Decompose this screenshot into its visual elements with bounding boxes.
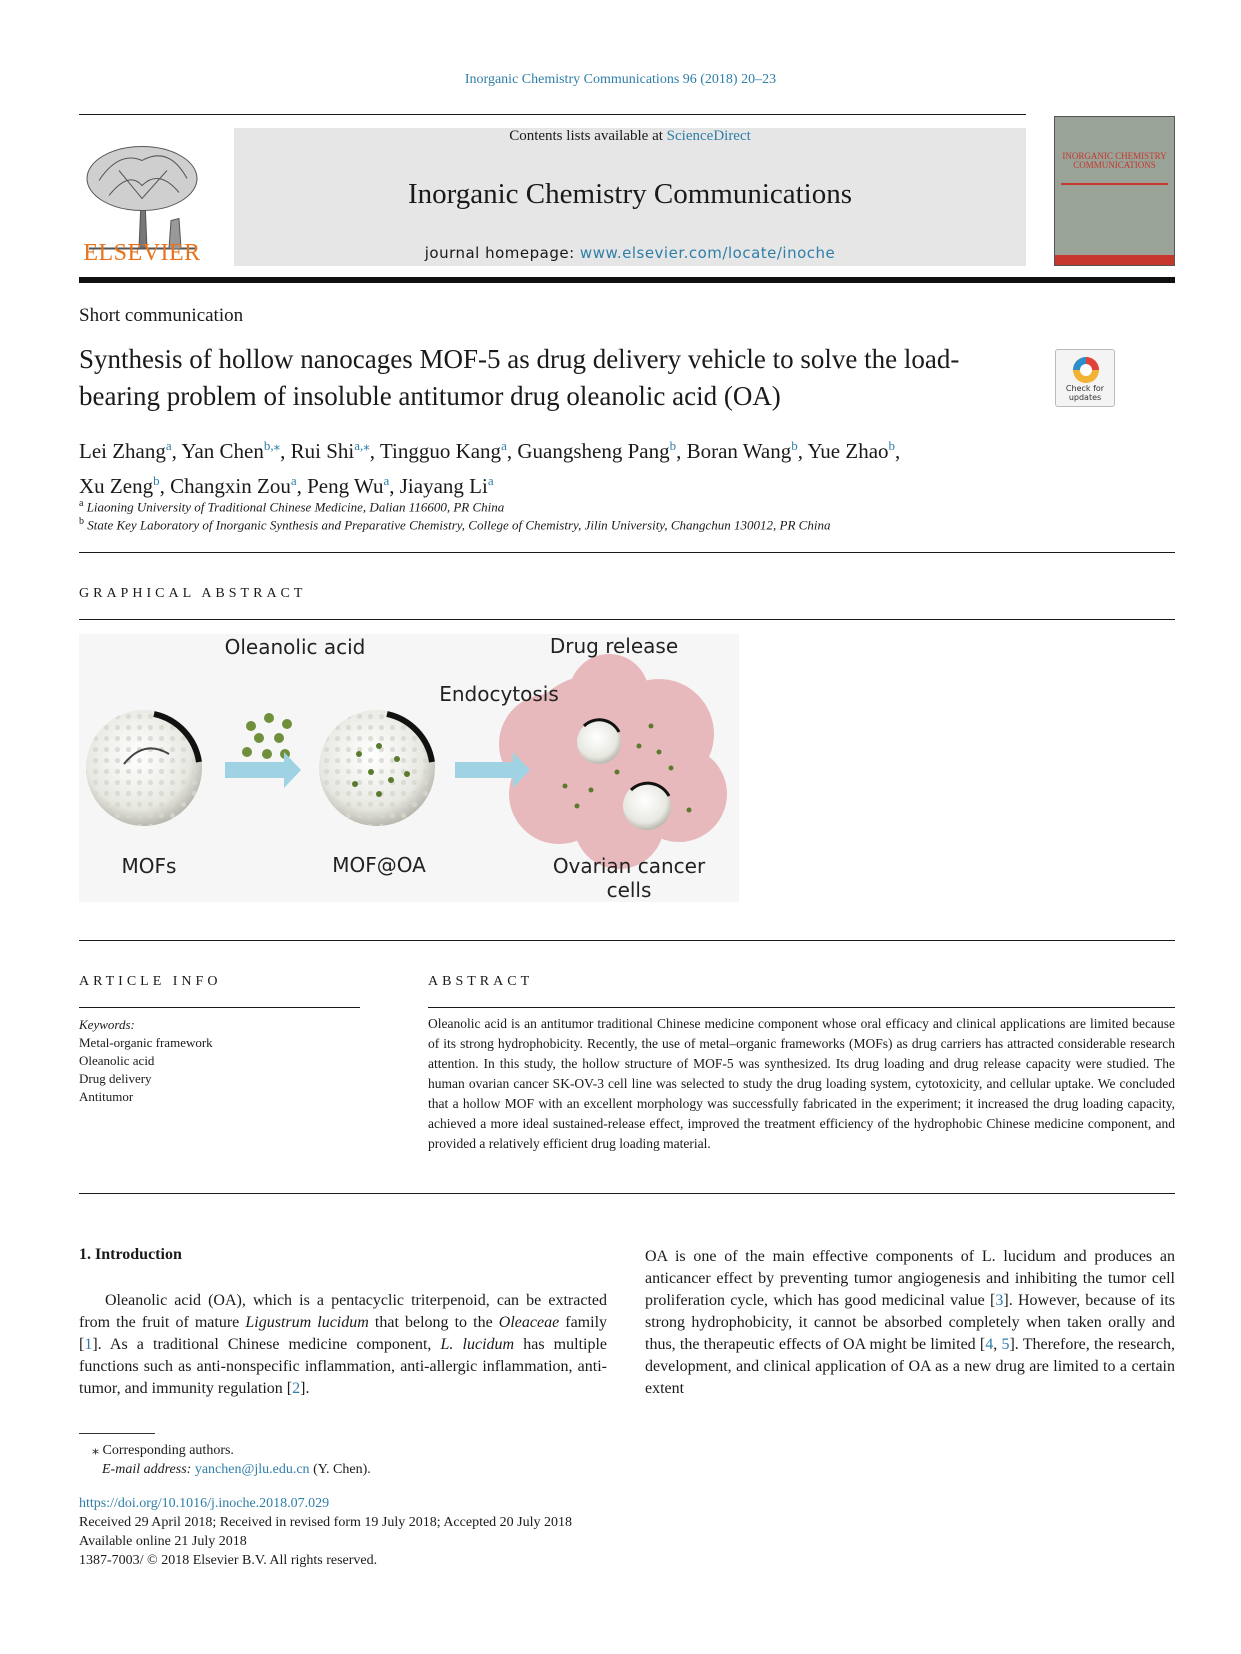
- author-separator: ,: [797, 439, 808, 463]
- author-separator: ,: [389, 474, 400, 498]
- author-affiliation-marker[interactable]: a: [487, 473, 494, 488]
- check-updates-label: Check for updates: [1065, 384, 1105, 402]
- section-heading-introduction: 1. Introduction: [79, 1246, 182, 1263]
- keyword-item: Metal-organic framework: [79, 1035, 213, 1050]
- author-affiliation-marker[interactable]: b,⁎: [263, 438, 281, 453]
- footnote-corresponding: ⁎ Corresponding authors.: [92, 1443, 234, 1458]
- header-rule: [79, 114, 1026, 115]
- email-suffix: (Y. Chen).: [309, 1462, 371, 1477]
- reference-link-4[interactable]: 4: [985, 1336, 994, 1353]
- article-info-heading: ARTICLE INFO: [79, 974, 222, 989]
- affiliation-a: [79, 498, 504, 515]
- journal-citation-link[interactable]: Inorganic Chemistry Communications 96 (2018) 20–23: [464, 72, 777, 87]
- author-affiliation-marker[interactable]: b: [669, 438, 677, 453]
- author-separator: ,: [369, 439, 380, 463]
- cover-band: [1055, 255, 1174, 265]
- email-label: E-mail address:: [102, 1462, 195, 1477]
- article-info-rule: [79, 1007, 360, 1008]
- italic-term: Oleaceae: [498, 1314, 560, 1331]
- author-name[interactable]: Peng Wu: [307, 474, 384, 498]
- author-list: [79, 431, 1069, 501]
- reference-link-5[interactable]: 5: [1001, 1336, 1010, 1353]
- author-name[interactable]: Changxin Zou: [170, 474, 291, 498]
- author-name[interactable]: Yan Chen: [181, 439, 264, 463]
- affiliation-b-marker: b: [79, 516, 84, 527]
- author-name[interactable]: Jiayang Li: [399, 474, 488, 498]
- journal-homepage: [234, 244, 1026, 262]
- author-affiliation-marker[interactable]: b: [791, 438, 798, 453]
- ga-label-drug-release: Drug release: [549, 634, 679, 658]
- author-affiliation-marker[interactable]: a: [290, 473, 297, 488]
- rule-above-graphical-abstract: [79, 552, 1175, 553]
- intro-paragraph-left: [79, 1290, 607, 1400]
- author-separator: ,: [895, 439, 901, 463]
- author-name[interactable]: Xu Zeng: [79, 474, 154, 498]
- graphical-abstract-figure: [79, 634, 739, 902]
- keyword-item: Antitumor: [79, 1089, 134, 1104]
- reference-link-1[interactable]: 1: [84, 1336, 93, 1353]
- contents-line: [234, 128, 1026, 145]
- ga-label-mof-oa: MOF@OA: [332, 853, 426, 877]
- rule-below-graphical-abstract: [79, 940, 1175, 941]
- journal-name: Inorganic Chemistry Communications: [407, 178, 853, 210]
- author-separator: ,: [676, 439, 687, 463]
- email-link[interactable]: yanchen@jlu.edu.cn: [194, 1462, 310, 1477]
- text-run: ]. Therefore, the research, development, and clinical application of OA as a new drug are limited to a certain extent: [645, 1336, 1176, 1397]
- affiliation-a-text: Liaoning University of Traditional Chinese Medicine, Dalian 116600, PR China: [86, 499, 505, 515]
- text-run: has multiple functions such as anti-nonspecific inflammation, anti-allergic inflammation, anti-tumor, and immunity regulation [: [79, 1336, 608, 1397]
- author-affiliation-marker[interactable]: a: [383, 473, 390, 488]
- abstract-rule: [428, 1007, 1175, 1008]
- footnote-rule: [79, 1433, 155, 1434]
- mof-sphere: [86, 710, 202, 826]
- received-dates: Received 29 April 2018; Received in revised form 19 July 2018; Accepted 20 July 2018: [79, 1515, 573, 1530]
- author-affiliation-marker[interactable]: a,⁎: [354, 438, 370, 453]
- abstract-text: Oleanolic acid is an antitumor traditional Chinese medicine component whose oral efficacy and clinical applications are limited because of its strong hydrophobicity. Recently, the use of metal–organic frameworks (MOFs) as drug carriers has attracted considerable research attention. In this study, the hollow structure of MOF-5 was synthesized. Its drug loading and drug release capacity were studied. The human ovarian cancer SK-OV-3 cell line was selected to study the drug loading system, cytotoxicity, and cellular uptake. We concluded that a hollow MOF with an excellent morphology was successfully fabricated in the experiment; it increased the drug loading capacity, achieved a more ideal sustained-release effect, improved the treatment efficiency of the hydrophobic Chinese medicine component, and provided a relatively efficient drug loading material.: [428, 1016, 1175, 1151]
- check-for-updates-badge[interactable]: [1055, 349, 1115, 407]
- oleanolic-acid-particles: [242, 713, 292, 759]
- text-run: OA is one of the main effective components of L. lucidum and produces an anticancer effect by preventing tumor angiogenesis and inhibiting the tumor cell proliferation cycle, which has good medicinal value [: [645, 1248, 1175, 1309]
- affiliation-b: [79, 516, 830, 533]
- author-name[interactable]: Rui Shi: [290, 439, 355, 463]
- text-run: that belong to the: [368, 1314, 499, 1331]
- cover-title: INORGANIC CHEMISTRY COMMUNICATIONS: [1062, 151, 1167, 170]
- text-run: ].: [300, 1380, 310, 1397]
- keyword-item: Drug delivery: [79, 1071, 152, 1086]
- keywords-label: Keywords:: [79, 1017, 135, 1032]
- keyword-item: Oleanolic acid: [79, 1053, 155, 1068]
- reference-link-2[interactable]: 2: [292, 1380, 301, 1397]
- footnote-email: [102, 1460, 371, 1479]
- text-run: ,: [993, 1336, 1002, 1353]
- ga-label-mofs: MOFs: [121, 854, 177, 878]
- contents-prefix: Contents lists available at: [509, 128, 667, 144]
- affiliation-b-text: State Key Laboratory of Inorganic Synthesis and Preparative Chemistry, College of Chemistry, Jilin University, Changchun 130012, PR China: [87, 517, 831, 533]
- homepage-link[interactable]: www.elsevier.com/locate/inoche: [579, 244, 836, 262]
- article-type: Short communication: [79, 305, 244, 326]
- author-name[interactable]: Tingguo Kang: [379, 439, 502, 463]
- author-separator: ,: [171, 439, 182, 463]
- elsevier-wordmark: ELSEVIER: [83, 240, 201, 266]
- author-name[interactable]: Lei Zhang: [79, 439, 166, 463]
- text-run: ]. As a traditional Chinese medicine component,: [92, 1336, 441, 1353]
- journal-cover-thumbnail[interactable]: [1054, 116, 1175, 266]
- keywords-block: [79, 1016, 359, 1106]
- italic-term: Ligustrum lucidum: [245, 1314, 369, 1331]
- doi-link[interactable]: https://doi.org/10.1016/j.inoche.2018.07.029: [79, 1496, 330, 1511]
- ga-label-oleanolic-acid: Oleanolic acid: [224, 635, 366, 659]
- cover-stripe: [1061, 183, 1168, 185]
- sciencedirect-link[interactable]: ScienceDirect: [666, 128, 751, 144]
- affiliation-a-marker: a: [79, 498, 84, 509]
- author-separator: ,: [296, 474, 308, 498]
- author-affiliation-marker[interactable]: a: [501, 438, 507, 453]
- reference-link-3[interactable]: 3: [995, 1292, 1004, 1309]
- article-title: Synthesis of hollow nanocages MOF-5 as drug delivery vehicle to solve the load-bearing problem of insoluble antitumor drug oleanolic acid (OA): [79, 344, 960, 411]
- author-name[interactable]: Yue Zhao: [807, 439, 889, 463]
- author-affiliation-marker[interactable]: b: [153, 473, 160, 488]
- mof-oa-sphere: [319, 710, 435, 826]
- author-affiliation-marker[interactable]: a: [165, 438, 172, 453]
- available-online: Available online 21 July 2018: [79, 1534, 247, 1549]
- check-updates-icon: [1071, 355, 1101, 385]
- rule-below-ga-heading: [79, 619, 1175, 620]
- author-affiliation-marker[interactable]: b: [888, 438, 896, 453]
- text-run: ]. However, because of its strong hydrophobicity, it cannot be absorbed completely when taken orally and thus, the therapeutic effects of OA might be limited [: [645, 1292, 1175, 1353]
- rule-below-abstract: [79, 1193, 1175, 1194]
- text-run: Oleanolic acid (OA), which is a pentacyclic triterpenoid, can be extracted from the fruit of mature: [79, 1292, 607, 1331]
- homepage-prefix: journal homepage:: [424, 244, 580, 262]
- graphical-abstract-heading: GRAPHICAL ABSTRACT: [79, 586, 307, 601]
- intro-paragraph-right: [645, 1246, 1175, 1400]
- author-separator: ,: [506, 439, 518, 463]
- ga-label-ovarian-cancer-cells: Ovarian cancer cells: [552, 854, 706, 902]
- author-name[interactable]: Boran Wang: [686, 439, 792, 463]
- header-thick-rule: [79, 277, 1175, 283]
- author-separator: ,: [159, 474, 171, 498]
- italic-term: L. lucidum: [440, 1336, 515, 1353]
- ga-label-endocytosis: Endocytosis: [439, 682, 559, 706]
- abstract-heading: ABSTRACT: [428, 974, 534, 989]
- copyright: 1387-7003/ © 2018 Elsevier B.V. All rights reserved.: [79, 1553, 378, 1568]
- author-name[interactable]: Guangsheng Pang: [517, 439, 670, 463]
- text-run: family [: [79, 1314, 608, 1353]
- author-separator: ,: [280, 439, 291, 463]
